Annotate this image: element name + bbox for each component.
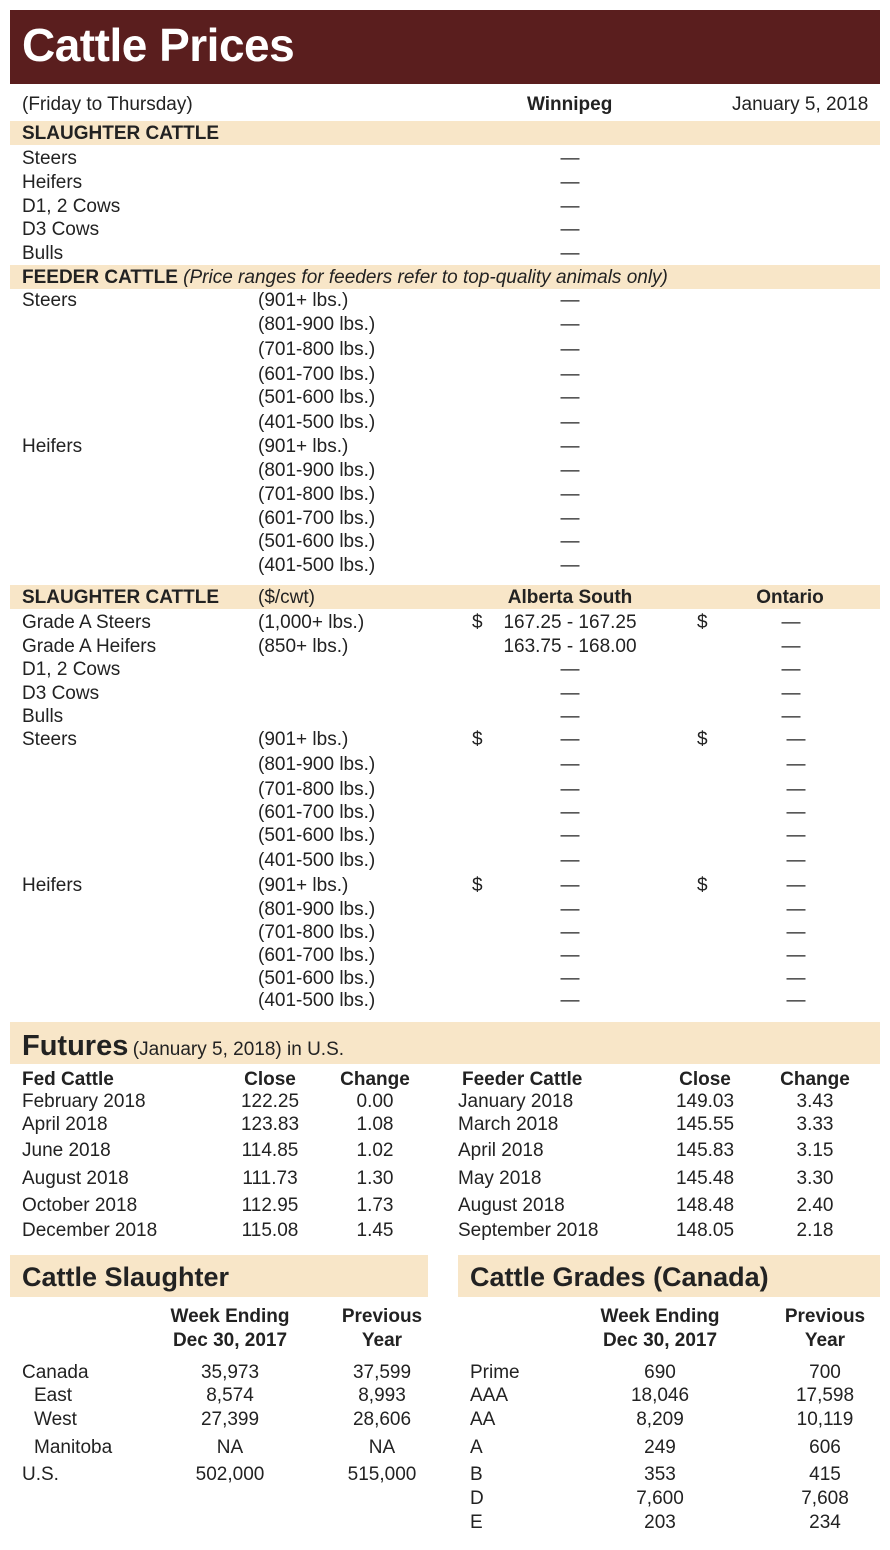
slaughter-label: West <box>34 1409 77 1430</box>
section-title-line <box>22 267 668 289</box>
ontario-value: — <box>786 968 806 989</box>
weight-label: (850+ lbs.) <box>258 636 349 657</box>
grades-week: 8,209 <box>636 1409 684 1430</box>
feeder-header: Feeder Cattle <box>462 1069 583 1090</box>
fed-change: 1.73 <box>356 1195 394 1216</box>
slaughter-prev: NA <box>368 1437 396 1458</box>
feeder-change-header: Change <box>780 1069 850 1090</box>
weight-label: (901+ lbs.) <box>258 729 349 750</box>
col-alberta: Alberta South <box>507 587 633 608</box>
alberta-value: — <box>560 922 580 943</box>
page-title: Cattle Prices <box>22 19 295 71</box>
slaughter-label: East <box>34 1385 73 1406</box>
feeder-close: 145.83 <box>675 1140 735 1161</box>
grades-label: AA <box>470 1409 496 1430</box>
ontario-value: — <box>786 779 806 800</box>
fed-month: December 2018 <box>22 1220 158 1241</box>
row-label: D1, 2 Cows <box>22 196 121 217</box>
grades-week: 690 <box>644 1362 676 1383</box>
alberta-value: — <box>560 683 580 704</box>
fed-change: 1.30 <box>356 1168 394 1189</box>
dollar-sign: $ <box>697 875 708 896</box>
slaughter-col2-l2: Year <box>361 1330 403 1351</box>
grades-label: D <box>470 1488 484 1509</box>
grades-prev: 7,608 <box>801 1488 849 1509</box>
row-value: — <box>560 148 580 169</box>
slaughter-week: 502,000 <box>195 1464 265 1485</box>
row-label: D3 Cows <box>22 683 100 704</box>
weight-label: (701-800 lbs.) <box>258 779 376 800</box>
row-value: — <box>560 364 580 385</box>
row-value: — <box>560 172 580 193</box>
weight-label: (901+ lbs.) <box>258 875 349 896</box>
alberta-value: — <box>560 729 580 750</box>
feeder-month: August 2018 <box>458 1195 565 1216</box>
grades-col1-l2: Dec 30, 2017 <box>602 1330 718 1351</box>
row-value: — <box>560 436 580 457</box>
alberta-value: — <box>560 945 580 966</box>
grades-week: 249 <box>644 1437 676 1458</box>
feeder-close: 148.05 <box>675 1220 735 1241</box>
ontario-value: — <box>781 636 801 657</box>
fed-month: October 2018 <box>22 1195 138 1216</box>
slaughter-col2-l1: Previous <box>341 1306 423 1327</box>
alberta-value: — <box>560 802 580 823</box>
grades-week: 7,600 <box>636 1488 684 1509</box>
futures-subtitle: (January 5, 2018) in U.S. <box>132 1039 345 1060</box>
slaughter-week: 27,399 <box>200 1409 260 1430</box>
weight-label: (901+ lbs.) <box>258 436 349 457</box>
weight-label: (901+ lbs.) <box>258 290 349 311</box>
weight-label: (701-800 lbs.) <box>258 922 376 943</box>
section-note: (Price ranges for feeders refer to top-quality animals only) <box>183 267 668 288</box>
alberta-value: — <box>560 875 580 896</box>
feeder-change: 2.40 <box>796 1195 834 1216</box>
row-value: — <box>560 219 580 240</box>
group-label-heifers: Heifers <box>22 875 83 896</box>
group-label-heifers: Heifers <box>22 436 83 457</box>
slaughter-col1-l2: Dec 30, 2017 <box>172 1330 288 1351</box>
row-value: — <box>560 412 580 433</box>
weight-label: (1,000+ lbs.) <box>258 612 365 633</box>
ontario-value: — <box>786 802 806 823</box>
row-label: Bulls <box>22 706 64 727</box>
ontario-value: — <box>786 729 806 750</box>
unit-label: ($/cwt) <box>258 587 315 608</box>
slaughter-prev: 37,599 <box>352 1362 412 1383</box>
weight-label: (501-600 lbs.) <box>258 531 376 552</box>
futures-heading <box>22 1030 344 1063</box>
weight-label: (601-700 lbs.) <box>258 508 376 529</box>
slaughter-prev: 8,993 <box>358 1385 406 1406</box>
row-value: — <box>560 531 580 552</box>
fed-change: 1.45 <box>356 1220 394 1241</box>
weight-label: (601-700 lbs.) <box>258 945 376 966</box>
feeder-change: 2.18 <box>796 1220 834 1241</box>
row-value: — <box>560 196 580 217</box>
period-label: (Friday to Thursday) <box>22 94 193 115</box>
row-value: — <box>560 508 580 529</box>
fed-close: 115.08 <box>241 1220 299 1241</box>
market-label: Winnipeg <box>527 94 613 115</box>
weight-label: (801-900 lbs.) <box>258 754 376 775</box>
grades-title: Cattle Grades (Canada) <box>470 1262 769 1292</box>
grades-prev: 700 <box>809 1362 841 1383</box>
grades-prev: 606 <box>809 1437 841 1458</box>
ontario-value: — <box>786 875 806 896</box>
row-label: Bulls <box>22 243 64 264</box>
grades-col2-l2: Year <box>804 1330 846 1351</box>
alberta-value: — <box>560 990 580 1011</box>
row-label: Grade A Heifers <box>22 636 157 657</box>
alberta-value: 167.25 - 167.25 <box>503 612 637 633</box>
ontario-value: — <box>786 899 806 920</box>
grades-label: E <box>470 1512 483 1533</box>
feeder-close-header: Close <box>679 1069 731 1090</box>
futures-title: Futures <box>22 1030 129 1062</box>
feeder-month: April 2018 <box>458 1140 544 1161</box>
fed-month: August 2018 <box>22 1168 129 1189</box>
row-value: — <box>560 555 580 576</box>
weight-label: (701-800 lbs.) <box>258 339 376 360</box>
slaughter-title: Cattle Slaughter <box>22 1262 230 1292</box>
row-value: — <box>560 314 580 335</box>
grades-label: A <box>470 1437 483 1458</box>
alberta-value: 163.75 - 168.00 <box>503 636 637 657</box>
feeder-month: September 2018 <box>458 1220 599 1241</box>
ontario-value: — <box>781 612 801 633</box>
row-label: D3 Cows <box>22 219 100 240</box>
fed-close: 112.95 <box>241 1195 299 1216</box>
section-title: SLAUGHTER CATTLE <box>22 587 220 608</box>
ontario-value: — <box>781 706 801 727</box>
date-label: January 5, 2018 <box>732 94 869 115</box>
fed-change: 1.08 <box>356 1114 394 1135</box>
grades-week: 203 <box>644 1512 676 1533</box>
slaughter-week: 35,973 <box>200 1362 260 1383</box>
slaughter-col1-l1: Week Ending <box>170 1306 290 1327</box>
ontario-value: — <box>786 850 806 871</box>
fed-close: 122.25 <box>240 1091 300 1112</box>
dollar-sign: $ <box>472 729 483 750</box>
alberta-value: — <box>560 850 580 871</box>
feeder-month: May 2018 <box>458 1168 542 1189</box>
fed-close: 111.73 <box>242 1168 298 1189</box>
grades-label: AAA <box>470 1385 509 1406</box>
ontario-value: — <box>786 945 806 966</box>
weight-label: (801-900 lbs.) <box>258 314 376 335</box>
feeder-close: 145.48 <box>675 1168 735 1189</box>
slaughter-label: Manitoba <box>34 1437 113 1458</box>
fed-close: 114.85 <box>241 1140 299 1161</box>
weight-label: (801-900 lbs.) <box>258 460 376 481</box>
alberta-value: — <box>560 968 580 989</box>
feeder-close: 145.55 <box>675 1114 735 1135</box>
dollar-sign: $ <box>697 729 708 750</box>
row-label: Heifers <box>22 172 83 193</box>
col-ontario: Ontario <box>756 587 824 608</box>
grades-col2-l1: Previous <box>784 1306 866 1327</box>
weight-label: (601-700 lbs.) <box>258 364 376 385</box>
grades-week: 353 <box>644 1464 676 1485</box>
feeder-change: 3.43 <box>796 1091 834 1112</box>
feeder-change: 3.33 <box>796 1114 834 1135</box>
weight-label: (401-500 lbs.) <box>258 412 376 433</box>
weight-label: (501-600 lbs.) <box>258 387 376 408</box>
ontario-value: — <box>781 659 801 680</box>
dollar-sign: $ <box>472 612 483 633</box>
fed-header: Fed Cattle <box>22 1069 114 1090</box>
row-value: — <box>560 243 580 264</box>
fed-change: 0.00 <box>356 1091 394 1112</box>
row-value: — <box>560 484 580 505</box>
feeder-month: March 2018 <box>458 1114 559 1135</box>
fed-month: April 2018 <box>22 1114 108 1135</box>
alberta-value: — <box>560 706 580 727</box>
feeder-change: 3.30 <box>796 1168 834 1189</box>
fed-month: June 2018 <box>22 1140 111 1161</box>
fed-change: 1.02 <box>356 1140 394 1161</box>
grades-week: 18,046 <box>630 1385 690 1406</box>
section-title: SLAUGHTER CATTLE <box>22 123 220 144</box>
slaughter-week: 8,574 <box>206 1385 254 1406</box>
grades-prev: 415 <box>809 1464 841 1485</box>
slaughter-prev: 515,000 <box>347 1464 417 1485</box>
fed-close-header: Close <box>244 1069 296 1090</box>
group-label-steers: Steers <box>22 290 77 311</box>
slaughter-label: Canada <box>22 1362 89 1383</box>
weight-label: (701-800 lbs.) <box>258 484 376 505</box>
grades-prev: 17,598 <box>795 1385 855 1406</box>
dollar-sign: $ <box>697 612 708 633</box>
row-label: D1, 2 Cows <box>22 659 121 680</box>
ontario-value: — <box>786 922 806 943</box>
slaughter-prev: 28,606 <box>352 1409 412 1430</box>
dollar-sign: $ <box>472 875 483 896</box>
alberta-value: — <box>560 779 580 800</box>
grades-label: B <box>470 1464 483 1485</box>
row-label: Steers <box>22 148 77 169</box>
slaughter-label: U.S. <box>22 1464 59 1485</box>
alberta-value: — <box>560 659 580 680</box>
feeder-close: 149.03 <box>675 1091 735 1112</box>
section-title: FEEDER CATTLE <box>22 267 178 288</box>
ontario-value: — <box>786 990 806 1011</box>
weight-label: (401-500 lbs.) <box>258 850 376 871</box>
group-label-steers: Steers <box>22 729 77 750</box>
weight-label: (601-700 lbs.) <box>258 802 376 823</box>
grades-label: Prime <box>470 1362 520 1383</box>
row-value: — <box>560 290 580 311</box>
weight-label: (801-900 lbs.) <box>258 899 376 920</box>
fed-change-header: Change <box>340 1069 410 1090</box>
ontario-value: — <box>786 754 806 775</box>
feeder-month: January 2018 <box>458 1091 574 1112</box>
weight-label: (501-600 lbs.) <box>258 825 376 846</box>
weight-label: (501-600 lbs.) <box>258 968 376 989</box>
grades-prev: 234 <box>809 1512 841 1533</box>
alberta-value: — <box>560 825 580 846</box>
grades-prev: 10,119 <box>796 1409 854 1430</box>
grades-col1-l1: Week Ending <box>600 1306 720 1327</box>
feeder-change: 3.15 <box>796 1140 834 1161</box>
row-value: — <box>560 387 580 408</box>
feeder-close: 148.48 <box>675 1195 735 1216</box>
ontario-value: — <box>781 683 801 704</box>
fed-month: February 2018 <box>22 1091 146 1112</box>
fed-close: 123.83 <box>240 1114 300 1135</box>
slaughter-week: NA <box>216 1437 244 1458</box>
alberta-value: — <box>560 899 580 920</box>
alberta-value: — <box>560 754 580 775</box>
row-value: — <box>560 339 580 360</box>
ontario-value: — <box>786 825 806 846</box>
row-label: Grade A Steers <box>22 612 151 633</box>
weight-label: (401-500 lbs.) <box>258 990 376 1011</box>
weight-label: (401-500 lbs.) <box>258 555 376 576</box>
row-value: — <box>560 460 580 481</box>
